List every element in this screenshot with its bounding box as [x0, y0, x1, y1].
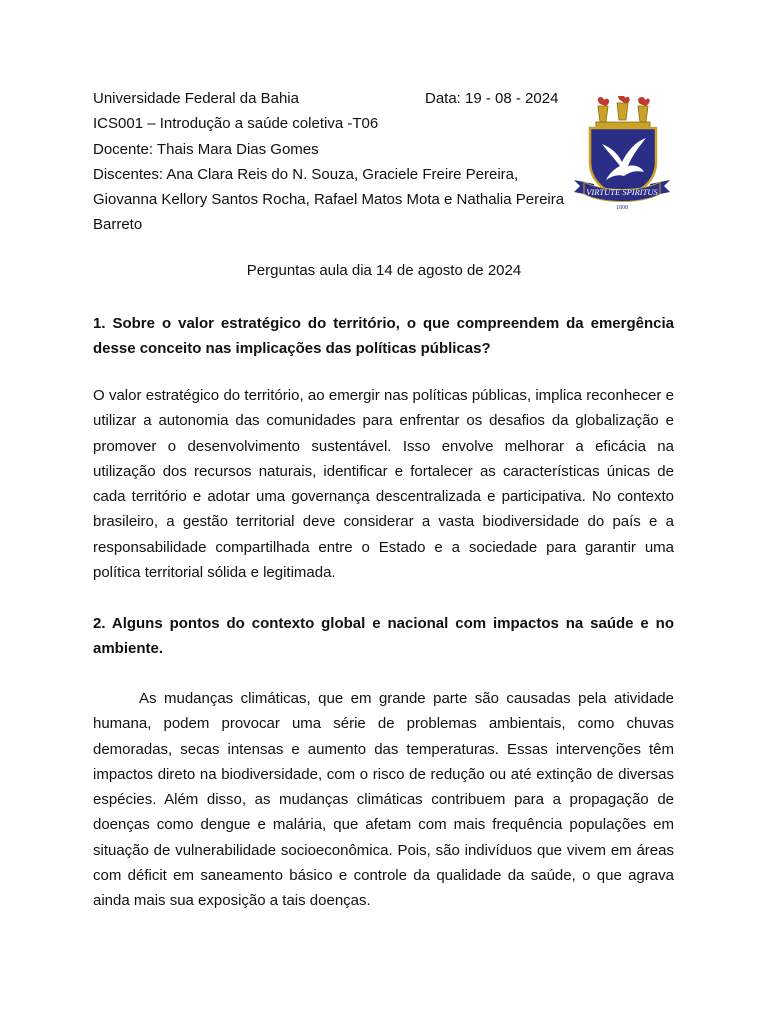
document-header [93, 86, 573, 238]
answer-2: As mudanças climáticas, que em grande parte são causadas pela atividade humana, podem provocar uma série de problemas ambientais, como chuvas demoradas, secas intensas e aumento das temperaturas. Essas intervenções têm impactos direto na biodiversidade, com o risco de redução ou até extinção de diversas espécies. Além disso, as mudanças climáticas contribuem para a propagação de doenças como dengue e malária, que afetam com mais frequência populações em situação de vulnerabilidade socioeconômica. Pois, são indivíduos que vivem em áreas com déficit em saneamento básico e controle da qualidade da saúde, o que agrava ainda mais sua exposição a tais doenças. [93, 690, 674, 910]
ufba-crest-logo [572, 96, 672, 214]
page-subtitle: Perguntas aula dia 14 de agosto de 2024 [246, 262, 522, 279]
teacher-name: Docente: Thais Mara Dias Gomes [93, 140, 319, 158]
university-name: Universidade Federal da Bahia [93, 90, 299, 107]
question-2: 2. Alguns pontos do contexto global e nacional com impactos na saúde e no ambiente. [93, 615, 674, 658]
answer-1: O valor estratégico do território, ao emergir nas políticas públicas, implica reconhecer e utilizar a autonomia das comunidades para enfrentar os desafios da globalização e promover o desenvolvimento sustentável. Isso envolve melhorar a eficácia na utilização dos recursos naturais, identificar e fortalecer as características únicas de cada território e adotar uma governança descentralizada e participativa. No contexto brasileiro, a gestão territorial deve considerar a vasta biodiversidade do país e a responsabilidade compartilhada entre o Estado e a sociedade para garantir uma política territorial sólida e legitimada. [93, 387, 674, 582]
course-code: ICS001 – Introdução a saúde coletiva -T06 [93, 115, 379, 133]
crest-motto: VIRTUTE SPIRITUS [586, 187, 658, 197]
students-list: Discentes: Ana Clara Reis do N. Souza, Graciele Freire Pereira, Giovanna Kellory Santos Rocha, Rafael Matos Mota e Nathalia Pereira Barreto [93, 165, 565, 234]
torches-icon [596, 96, 650, 128]
document-date: Data: 19 - 08 - 2024 [425, 90, 559, 107]
crest-year: 1808 [616, 205, 628, 211]
question-1: 1. Sobre o valor estratégico do território, o que compreendem da emergência desse conceito nas implicações das políticas públicas? [93, 315, 674, 358]
